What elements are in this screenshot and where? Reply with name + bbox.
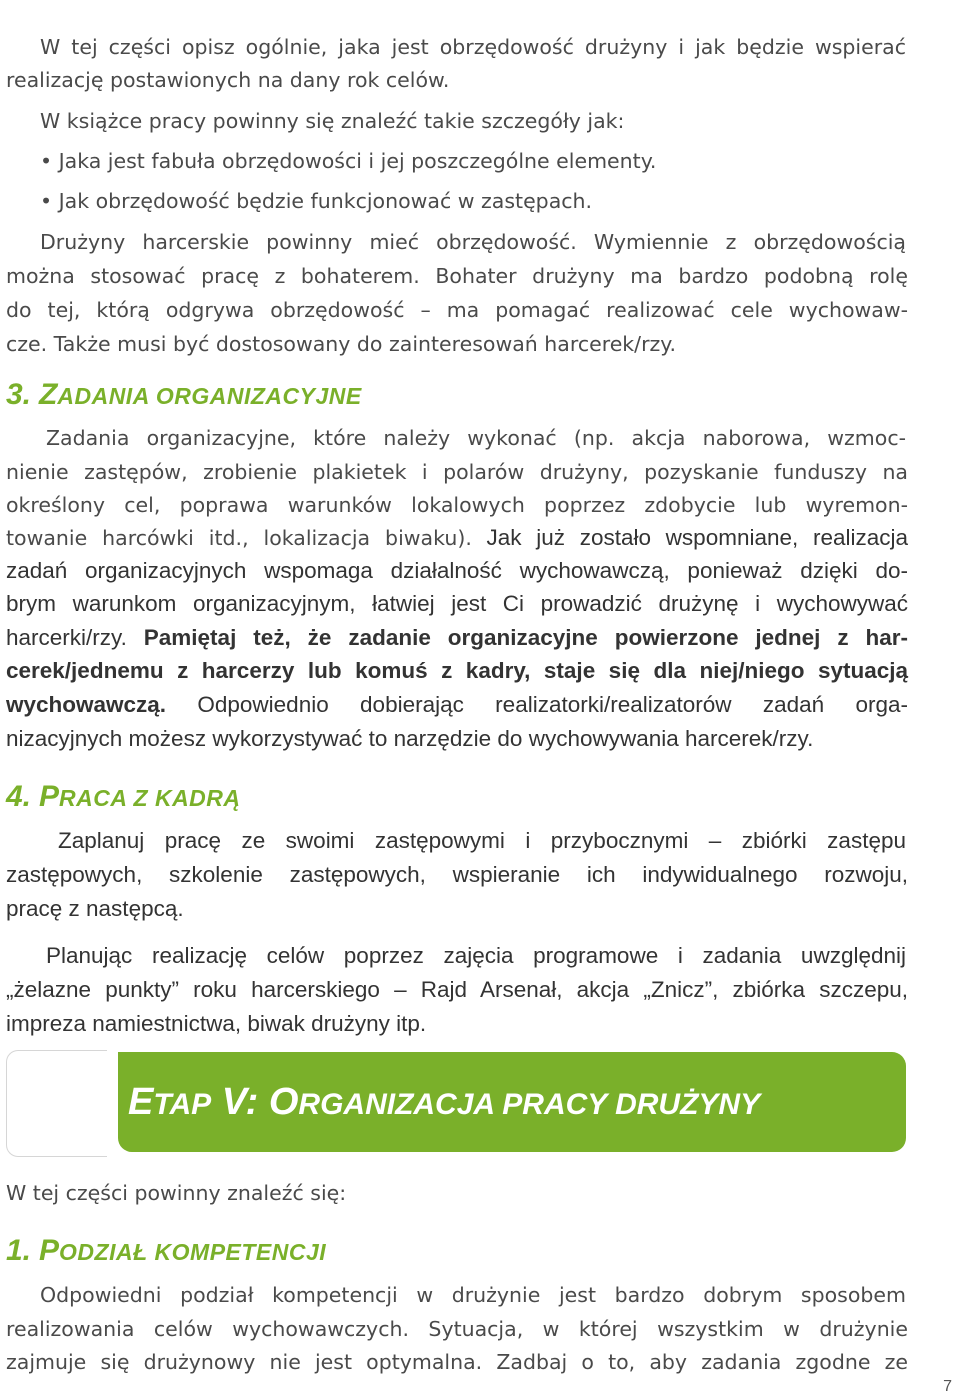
section-1-line-2: realizowania celów wychowawczych. Sytuacja, w której wszystkim w drużynie bbox=[6, 1317, 908, 1341]
section-3-number: 3. bbox=[6, 378, 32, 411]
section-1-title-rest: ODZIAŁ KOMPETENCJI bbox=[59, 1239, 327, 1265]
section-3-line-4 bbox=[6, 524, 908, 553]
section-4-p2-line-2: „żelazne punkty” roku harcerskiego – Rajd Arsenał, akcja „Znicz”, zbiórka szczepu, bbox=[6, 977, 908, 1002]
intro-line-6: do tej, którą odgrywa obrzędowość – ma pomagać realizować cele wychowaw- bbox=[6, 298, 908, 322]
section-4-p1-line-2: zastępowych, szkolenie zastępowych, wspieranie ich indywidualnego rozwoju, bbox=[6, 862, 908, 887]
intro-line-5: można stosować pracę z bohaterem. Bohater drużyny ma bardzo podobną rolę bbox=[6, 264, 908, 288]
page-number: 7 bbox=[943, 1378, 952, 1395]
section-3-title-cap: Z bbox=[39, 378, 58, 411]
section-3-line-1: Zadania organizacyjne, które należy wykonać (np. akcja naborowa, wzmoc- bbox=[46, 426, 906, 450]
intro-line-4: Drużyny harcerskie powinny mieć obrzędowość. Wymiennie z obrzędowością bbox=[40, 230, 906, 254]
section-3-line-4a: towanie harcówki itd., lokalizacja biwaku). bbox=[6, 526, 472, 550]
section-4-p2-line-3: impreza namiestnictwa, biwak drużyny itp. bbox=[6, 1011, 427, 1036]
stage-title-cap-1: E bbox=[128, 1081, 154, 1123]
section-4-p1-line-3: pracę z następcą. bbox=[6, 896, 184, 921]
section-1-title-cap: P bbox=[39, 1234, 60, 1267]
section-4-title-rest: RACA Z KADRĄ bbox=[59, 785, 241, 811]
section-3-title-rest: ADANIA ORGANIZACYJNE bbox=[57, 383, 362, 409]
section-3-line-6: brym warunkom organizacyjnym, łatwiej jest Ci prowadzić drużynę i wychowywać bbox=[6, 591, 908, 616]
section-3-line-2: nienie zastępów, zrobienie plakietek i polarów drużyny, pozyskanie funduszy na bbox=[6, 460, 908, 484]
stage-frame bbox=[6, 1050, 107, 1157]
section-4-number: 4. bbox=[6, 780, 32, 813]
stage-intro: W tej części powinny znaleźć się: bbox=[6, 1181, 347, 1205]
section-4-heading bbox=[6, 779, 241, 816]
stage-title bbox=[128, 1080, 760, 1127]
section-4-p2-line-1: Planując realizację celów poprzez zajęcia programowe i zadania uwzględnij bbox=[46, 943, 906, 968]
stage-banner bbox=[118, 1052, 906, 1152]
intro-line-2: realizację postawionych na dany rok celów. bbox=[6, 68, 450, 92]
section-3-line-7a: harcerki/rzy. bbox=[6, 625, 144, 650]
section-3-line-7b: Pamiętaj też, że zadanie organizacyjne powierzone jednej z har- bbox=[143, 625, 908, 650]
section-1-line-1: Odpowiedni podział kompetencji w drużynie jest bardzo dobrym sposobem bbox=[40, 1283, 906, 1307]
section-3-line-9a: wychowawczą. bbox=[6, 692, 167, 717]
intro-line-7: cze. Także musi być dostosowany do zainteresowań harcerek/rzy. bbox=[6, 332, 677, 356]
section-1-line-3: zajmuje się drużynowy nie jest optymalna. Zadbaj o to, aby zadania zgodne ze bbox=[6, 1350, 908, 1374]
section-4-p1-line-1: Zaplanuj pracę ze swoimi zastępowymi i przybocznymi – zbiórki zastępu bbox=[58, 828, 906, 853]
section-3-line-5: zadań organizacyjnych wspomaga działalność wychowawczą, ponieważ dzięki do- bbox=[6, 558, 908, 583]
intro-line-1: W tej części opisz ogólnie, jaka jest obrzędowość drużyny i jak będzie wspierać bbox=[40, 35, 906, 59]
stage-title-mid: V: O bbox=[211, 1081, 299, 1123]
section-3-line-10: nizacyjnych możesz wykorzystywać to narzędzie do wychowywania harcerek/rzy. bbox=[6, 726, 814, 751]
section-4-title-cap: P bbox=[39, 780, 60, 813]
section-3-line-9b: Odpowiednio dobierając realizatorki/realizatorów zadań orga- bbox=[166, 692, 908, 717]
intro-bullet-2: • Jak obrzędowość będzie funkcjonować w zastępach. bbox=[40, 189, 593, 213]
intro-bullet-1: • Jaka jest fabuła obrzędowości i jej poszczególne elementy. bbox=[40, 149, 657, 173]
stage-title-rest-2: RGANIZACJA PRACY DRUŻYNY bbox=[298, 1088, 761, 1121]
section-3-line-3: określony cel, poprawa warunków lokalowych poprzez zdobycie lub wyremon- bbox=[6, 493, 908, 517]
section-3-line-4b: Jak już zostało wspomniane, realizacja bbox=[471, 525, 908, 550]
section-3-heading bbox=[6, 377, 362, 414]
stage-title-rest-1: TAP bbox=[153, 1088, 212, 1121]
section-3-line-8: cerek/jednemu z harcerzy lub komuś z kadry, staje się dla niej/niego sytuacją bbox=[6, 658, 908, 683]
section-3-line-9 bbox=[6, 691, 908, 720]
section-3-line-7 bbox=[6, 624, 908, 653]
section-1-number: 1. bbox=[6, 1234, 32, 1267]
intro-line-3: W książce pracy powinny się znaleźć takie szczegóły jak: bbox=[40, 109, 625, 133]
section-1-heading bbox=[6, 1233, 326, 1270]
